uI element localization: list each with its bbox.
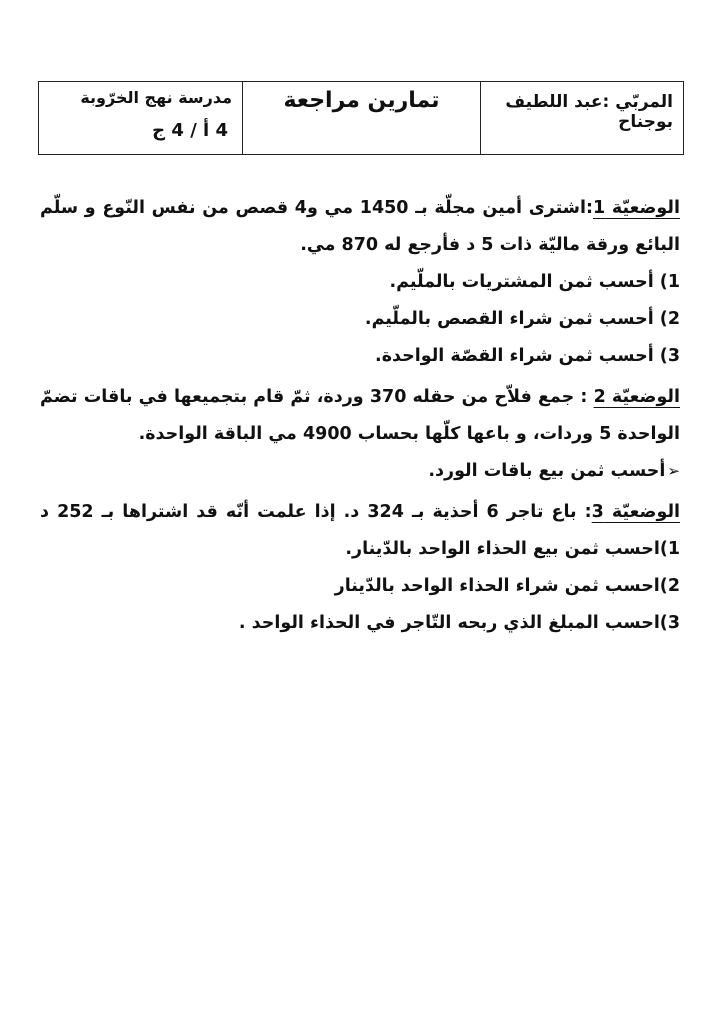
situation1-question-1: 1) أحسب ثمن المشتريات بالملّيم. xyxy=(389,272,680,292)
situation3-question-3: 3)احسب المبلغ الذي ربحه التّاجر في الحذاء الواحد . xyxy=(238,613,680,633)
situation3-text1: : باع تاجر 6 أحذية بـ 324 د. إذا علمت أنّه قد اشتراها بـ 252 د xyxy=(40,502,592,522)
class-name: 4 أ / 4 ج xyxy=(152,120,228,141)
arrow-bullet-icon: ➢ xyxy=(667,462,680,480)
situation2-question-text: أحسب ثمن بيع باقات الورد. xyxy=(428,461,666,481)
teacher-cell xyxy=(480,82,683,154)
situation2-label: الوضعيّة 2 xyxy=(593,387,680,407)
teacher-name: المربّي :عبد اللطيف بوجناح xyxy=(505,92,673,132)
exercises-body xyxy=(40,190,680,642)
situation1-question-2: 2) أحسب ثمن شراء القصص بالملّيم. xyxy=(364,309,680,329)
school-name: مدرسة نهج الخرّوبة xyxy=(80,88,232,107)
page-title: تمارين مراجعة xyxy=(283,88,440,113)
situation3-question-2: 2)احسب ثمن شراء الحذاء الواحد بالدّينار xyxy=(334,576,680,596)
situation1-line1 xyxy=(40,190,680,227)
situation2-line1 xyxy=(40,379,680,416)
situation3-question-1: 1)احسب ثمن بيع الحذاء الواحد بالدّينار. xyxy=(345,539,680,559)
situation3-label: الوضعيّة 3 xyxy=(591,502,680,522)
situation2-line2: الواحدة 5 وردات، و باعها كلّها بحساب 4900 مي الباقة الواحدة. xyxy=(138,424,680,444)
situation1-question-3: 3) أحسب ثمن شراء القصّة الواحدة. xyxy=(375,346,680,366)
situation2-question xyxy=(40,453,680,490)
title-cell xyxy=(242,82,480,154)
school-cell xyxy=(39,82,242,154)
situation2-text1: : جمع فلاّح من حقله 370 وردة، ثمّ قام بتجميعها في باقات تضمّ xyxy=(40,387,594,407)
situation1-text1: :اشترى أمين مجلّة بـ 1450 مي و4 قصص من نفس النّوع و سلّم xyxy=(40,198,594,218)
situation3-line1 xyxy=(40,494,680,531)
situation1-label: الوضعيّة 1 xyxy=(593,198,680,218)
situation1-line2: البائع ورقة ماليّة ذات 5 د فأرجع له 870 مي. xyxy=(300,235,680,255)
header-table xyxy=(38,81,684,155)
